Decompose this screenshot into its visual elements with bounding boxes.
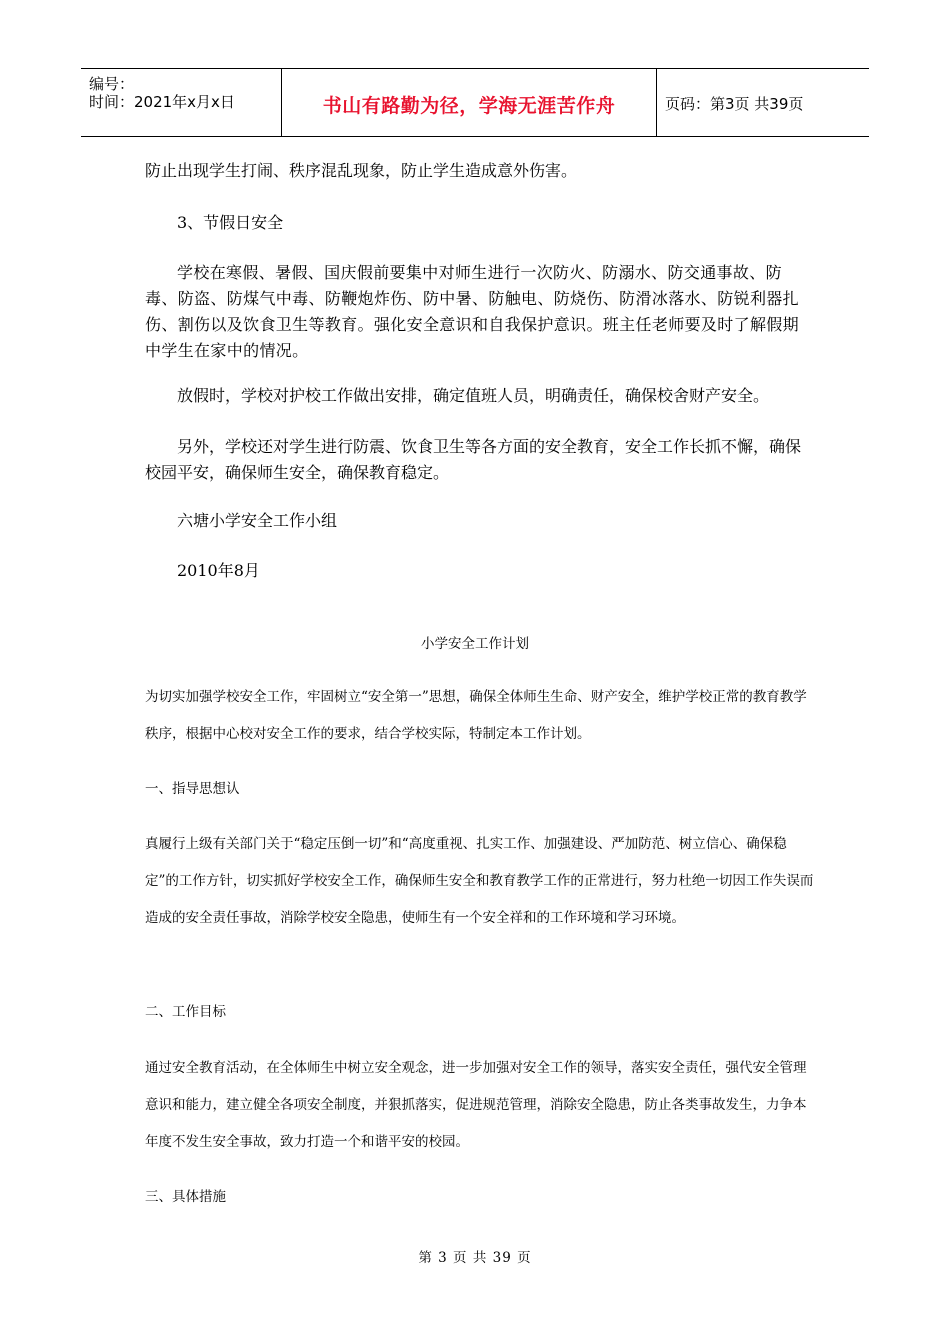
header-page-cell — [657, 69, 869, 136]
header-motto-cell — [282, 69, 657, 136]
page-footer: 第 3 页 共 39 页 — [418, 1250, 532, 1266]
heading-holiday-safety: 3、节假日安全 — [177, 213, 284, 232]
paragraph-holiday-education: 学校在寒假、暑假、国庆假前要集中对师生进行一次防火、防溺水、防交通事故、防毒、防盗、防煤气中毒、防鞭炮炸伤、防中暑、防触电、防烧伤、防滑冰落水、防锐利器扎伤、割伤以及饮食卫生等教育。强化安全意识和自我保护意识。班主任老师要及时了解假期中学生在家中的情况。 — [145, 263, 800, 360]
paragraph-other-education: 另外，学校还对学生进行防震、饮食卫生等各方面的安全教育，安全工作长抓不懈，确保校园平安，确保师生安全，确保教育稳定。 — [145, 437, 802, 482]
paragraph-vacation-arrangement: 放假时，学校对护校工作做出安排，确定值班人员，明确责任，确保校舍财产安全。 — [177, 386, 770, 405]
paragraph-guiding-thought: 真履行上级有关部门关于“稳定压倒一切”和“高度重视、扎实工作、加强建设、严加防范、树立信心、确保稳定”的工作方针，切实抓好学校安全工作，确保师生安全和教育教学工作的正常进行，努力杜绝一切因工作失误而造成的安全责任事故，消除学校安全隐患，使师生有一个安全祥和的工作环境和学习环境。 — [145, 836, 814, 926]
paragraph-work-goal: 通过安全教育活动，在全体师生中树立安全观念，进一步加强对安全工作的领导，落实安全责任，强代安全管理意识和能力，建立健全各项安全制度，并狠抓落实，促进规范管理，消除安全隐患，防止各类事故发生，力争本年度不发生安全事故，致力打造一个和谐平安的校园。 — [145, 1060, 807, 1150]
plan-title: 小学安全工作计划 — [421, 636, 529, 652]
header-page-code: 页码：第3页 共39页 — [665, 95, 804, 113]
heading-guiding-thought: 一、指导思想认 — [145, 781, 240, 797]
header-motto: 书山有路勤为径，学海无涯苦作舟 — [322, 95, 616, 117]
doc-time-label: 时间：2021年x月x日 — [89, 93, 235, 111]
plan-intro: 为切实加强学校安全工作，牢固树立“安全第一”思想，确保全体师生生命、财产安全，维护学校正常的教育教学秩序，根据中心校对安全工作的要求，结合学校实际，特制定本工作计划。 — [145, 689, 807, 742]
heading-specific-measures: 三、具体措施 — [145, 1189, 226, 1205]
signature: 六塘小学安全工作小组 — [177, 511, 338, 530]
doc-number-label: 编号： — [89, 75, 135, 93]
heading-work-goal: 二、工作目标 — [145, 1004, 226, 1020]
page-header — [81, 68, 869, 137]
header-meta-cell — [81, 69, 282, 136]
paragraph-continuation: 防止出现学生打闹、秩序混乱现象，防止学生造成意外伤害。 — [145, 161, 578, 180]
date-line: 2010年8月 — [177, 561, 260, 580]
